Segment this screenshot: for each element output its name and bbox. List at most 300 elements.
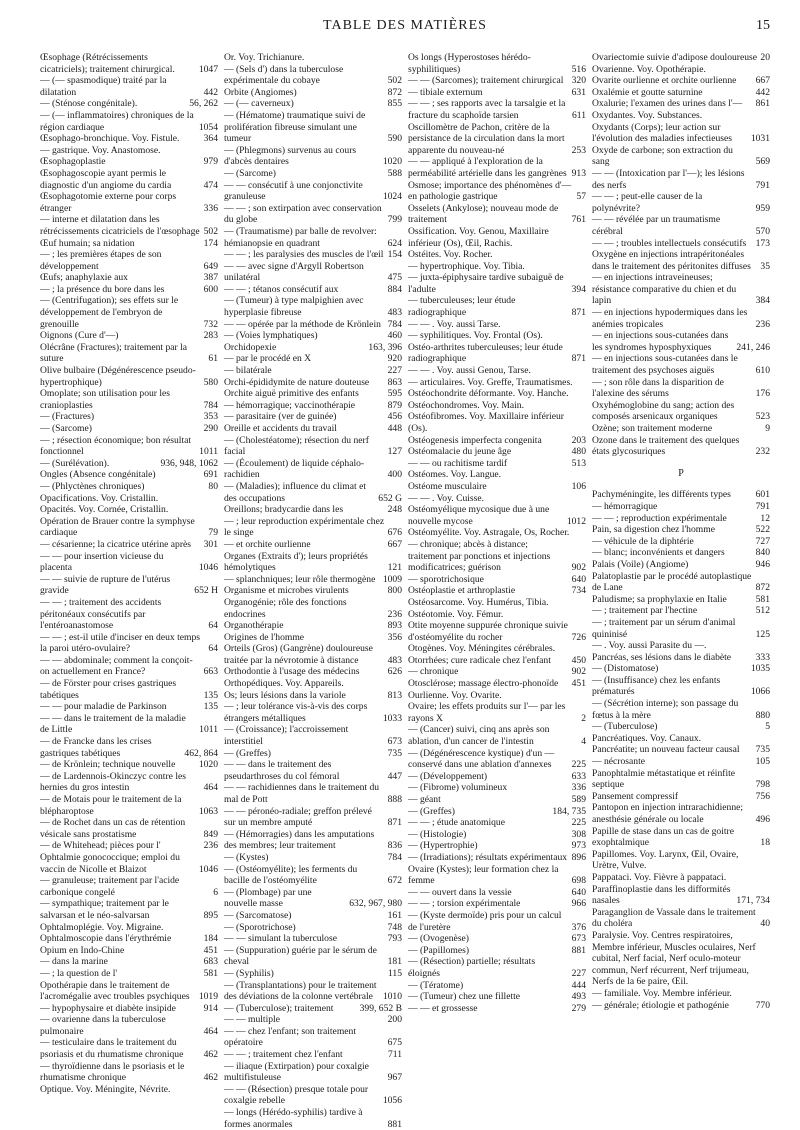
entry-pages: 105 [755, 756, 770, 768]
index-entry [40, 1084, 218, 1096]
entry-text: Ozène; son traitement moderne [592, 423, 713, 434]
index-entry [408, 748, 586, 771]
entry-text: Ongles (Absence congénitale) [40, 469, 156, 481]
index-entry [408, 643, 586, 655]
entry-text: — — ; peut-elle causer de la polynévrite? [592, 191, 703, 214]
index-entry [408, 956, 586, 979]
entry-text: — — ; tétanos consécutif aux [224, 283, 339, 295]
index-entry [40, 481, 218, 493]
index-entry [408, 458, 586, 470]
entry-pages: 444 [571, 979, 586, 991]
entry-text: — longs (Hérédo-syphilis) tardive à formes anormales [224, 1107, 363, 1130]
entry-text: — (Traumatisme) par balle de revolver: hémianopsie en quadrant [224, 225, 377, 249]
running-title: TABLE DES MATIÈRES [323, 18, 487, 33]
index-entry [224, 922, 402, 934]
entry-pages: 384 [755, 295, 770, 307]
entry-pages: 460 [387, 330, 402, 342]
index-entry [224, 110, 402, 145]
entry-pages: 483 [387, 307, 402, 319]
entry-pages: 799 [387, 214, 402, 226]
index-entry [592, 214, 770, 237]
index-entry [592, 272, 770, 307]
entry-text: — hypophysaire et diabète insipide [40, 1002, 176, 1014]
entry-text: — (Dégénérescence kystique) d'un — conservé dans une ablation d'annexes [408, 747, 555, 771]
index-entry [408, 794, 586, 806]
entry-pages: 236 [203, 840, 218, 852]
entry-pages: 748 [387, 921, 402, 933]
entry-text: — (Cholestéatome); résection du nerf facial [224, 434, 369, 458]
entry-text: Ovaire; les effets produits sur l'— par les rayons X [408, 701, 566, 724]
entry-pages: 394 [571, 283, 586, 295]
index-entry [224, 261, 402, 284]
index-entry [40, 272, 218, 284]
index-entry [408, 388, 586, 400]
index-entry [408, 678, 586, 690]
entry-pages: 161 [387, 909, 402, 921]
entry-pages: 784 [387, 851, 402, 863]
index-entry [224, 249, 402, 261]
entry-text: Ophtalmoscopie dans l'érythrémie [40, 933, 172, 945]
entry-text: Ophtalmie gonococcique; emploi du vaccin de Nicolle et Blaizot [40, 851, 180, 875]
entry-text: — — dans le traitement des pseudarthroses du col fémoral [224, 759, 340, 782]
entry-text: — ; son rôle dans la disparition de l'alexine des sérums [592, 376, 724, 400]
entry-text: — — ; troubles intellectuels consécutifs [592, 237, 747, 249]
index-entry [40, 933, 218, 945]
entry-pages: 726 [571, 631, 586, 643]
index-entry [224, 910, 402, 922]
entry-pages: 135 [203, 689, 218, 701]
index-entry [592, 733, 770, 745]
index-entry [408, 342, 586, 365]
index-entry [224, 145, 402, 168]
index-entry [408, 620, 586, 643]
entry-pages: 64 [208, 620, 218, 632]
entry-text: — — péronéo-radiale; greffon prélevé sur un membre amputé [224, 805, 372, 829]
entry-text: — (Tumeur) chez une fillette [408, 991, 521, 1003]
index-entry [224, 1061, 402, 1084]
entry-pages: 967 [387, 1072, 402, 1084]
entry-pages: 1033 [382, 712, 402, 724]
index-entry [592, 238, 770, 250]
entry-text: Œufs; anaphylaxie aux [40, 272, 128, 284]
entry-text: Osmose; importance des phénomènes d'— en pathologie gastrique [408, 179, 572, 203]
entry-pages: 462 [203, 1072, 218, 1084]
index-entry [40, 539, 218, 551]
entry-pages: 673 [387, 736, 402, 748]
entry-text: Opacifications. Voy. Cristallin. [40, 492, 159, 504]
entry-text: — (Insuffisance) chez les enfants prématurés [592, 674, 721, 698]
entry-text: Palais (Voile) (Angiome) [592, 558, 689, 570]
entry-pages: 959 [755, 202, 770, 214]
entry-text: Ostéites. Voy. Rocher. [408, 249, 493, 261]
entry-pages: 581 [203, 967, 218, 979]
entry-pages: 880 [755, 709, 770, 721]
entry-text: — dans la marine [40, 956, 108, 968]
entry-text: Pain, sa digestion chez l'homme [592, 524, 715, 536]
entry-text: Oxalémie et goutte saturnine [592, 86, 703, 98]
entry-text: Olive bulbaire (Dégénérescence pseudo-hypertrophique) [40, 365, 196, 388]
entry-text: — — . Voy. Cuisse. [408, 492, 485, 504]
entry-pages: 1010 [382, 991, 402, 1003]
index-entry [408, 574, 586, 586]
entry-text: Ovariectomie suivie d'adipose douloureuse [592, 52, 758, 63]
entry-pages: 513 [571, 457, 586, 469]
index-entry [592, 721, 770, 733]
entry-text: — (Papillomes) [408, 944, 470, 956]
entry-text: Otogènes. Voy. Méningites cérébrales. [408, 643, 556, 655]
entry-text: — (Sels d') dans la tuberculose expérimentale du cobaye [224, 63, 344, 87]
index-entry [224, 226, 402, 249]
index-entry [224, 52, 402, 64]
entry-text: — (Sarcome) [224, 167, 276, 179]
entry-text: — en injections intraveineuses; résistance comparative du chien et du lapin [592, 272, 737, 307]
index-entry [224, 701, 402, 724]
index-entry [408, 87, 586, 99]
entry-text: — — ; son extirpation avec conservation du globe [224, 202, 382, 226]
index-entry [224, 319, 402, 331]
entry-text: Omoplate; son utilisation pour les cranioplasties [40, 388, 171, 411]
entry-text: Oxalurie; l'examen des urines dans l'— [592, 98, 743, 110]
entry-text: — (Tuberculose); traitement [224, 1002, 334, 1014]
index-entry [408, 98, 586, 121]
entry-text: — de Krönlein; technique nouvelle [40, 759, 176, 771]
index-entry [408, 597, 586, 609]
entry-text: — de Francke dans les crises gastriques tabétiques [40, 736, 152, 759]
page-number: 15 [756, 18, 770, 33]
entry-text: — — simulant la tuberculose [224, 933, 337, 945]
entry-pages: 881 [571, 944, 586, 956]
entry-text: — en injections sous-cutanées dans les syndromes hyposphyxiques [592, 330, 729, 353]
index-entry [408, 701, 586, 724]
entry-pages: 840 [755, 547, 770, 559]
index-entry [224, 678, 402, 690]
entry-text: — (Histologie) [408, 828, 467, 840]
entry-text: — (Tuberculose) [592, 721, 658, 733]
entry-text: Paralysie. Voy. Centres respiratoires, Membre inférieur, Muscles oculaires, Nerf cubital, Nerf facial, Nerf oculo-moteur commun, Nerf récurrent, Nerf trijumeau, Nerfs de la 6e paire, Œil. [592, 929, 756, 988]
entry-text: Ostéotomie. Voy. Fémur. [408, 608, 504, 620]
entry-pages: 902 [571, 666, 586, 678]
index-entry [408, 817, 586, 829]
index-entry [224, 666, 402, 678]
index-entry [408, 690, 586, 702]
entry-pages: 1046 [198, 863, 218, 875]
entry-pages: 966 [571, 898, 586, 910]
entry-pages: 200 [387, 1014, 402, 1026]
index-entry [40, 469, 218, 481]
index-entry [592, 1000, 770, 1012]
entry-text: Pancréatite; un nouveau facteur causal [592, 744, 740, 756]
entry-text: Osselets (Ankylose); nouveau mode de traitement [408, 202, 559, 226]
index-entry [224, 64, 402, 87]
entry-text: — en injections sous-cutanées dans le traitement des psychoses aiguës [592, 353, 738, 377]
entry-pages: 236 [755, 318, 770, 330]
index-entry [592, 791, 770, 803]
entry-pages: 12 [760, 512, 770, 524]
entry-pages: 290 [203, 423, 218, 434]
entry-text: — véhicule de la diphtérie [592, 535, 694, 547]
index-entry [592, 605, 770, 617]
index-entry [592, 698, 770, 721]
entry-pages: 626 [387, 666, 402, 678]
index-entry [40, 75, 218, 98]
index-column-1 [40, 52, 218, 1095]
entry-text: Œsophago-bronchique. Voy. Fistule. [40, 133, 180, 145]
entry-pages: 663 [203, 666, 218, 678]
index-entry [592, 489, 770, 501]
entry-text: Ostéomes. Voy. Langue. [408, 469, 502, 481]
index-entry [224, 98, 402, 110]
entry-pages: 855 [387, 98, 402, 110]
entry-text: Os; leurs lésions dans la variole [224, 689, 346, 701]
entry-pages: 580 [203, 376, 218, 388]
entry-text: Opération de Brauer contre la symphyse cardiaque [40, 515, 195, 539]
entry-pages: 871 [387, 817, 402, 829]
index-entry [40, 817, 218, 840]
entry-text: — sporotrichosique [408, 573, 484, 585]
index-entry [224, 806, 402, 829]
entry-pages: 734 [571, 585, 586, 597]
entry-text: — (Écoulement) de liquide céphalo-rachidien [224, 457, 365, 481]
entry-text: Organes (Extraits d'); leurs propriétés hémolytiques [224, 550, 368, 574]
entry-pages: 1066 [750, 686, 770, 698]
index-entry [40, 852, 218, 875]
entry-pages: 523 [755, 411, 770, 423]
index-entry [40, 249, 218, 272]
entry-text: Ostéochondrite déformante. Voy. Hanche. [408, 388, 569, 400]
index-entry [224, 435, 402, 458]
index-entry [592, 98, 770, 110]
entry-text: Opacités. Voy. Cornée, Cristallin. [40, 504, 169, 516]
index-entry [592, 652, 770, 664]
index-entry [40, 922, 218, 934]
entry-pages: 879 [387, 399, 402, 411]
entry-text: — sympathique; traitement par le salvarsan et le néo-salvarsan [40, 898, 169, 921]
entry-text: — iliaque (Extirpation) pour coxalgie multifistuleuse [224, 1060, 369, 1084]
index-entry [592, 75, 770, 87]
index-entry [408, 365, 586, 377]
entry-pages: 863 [387, 376, 402, 388]
entry-pages: 884 [387, 283, 402, 295]
entry-text: — — ; ses rapports avec la tarsalgie et la fracture du scaphoïde tarsien [408, 98, 566, 121]
index-entry [408, 226, 586, 249]
entry-pages: 1019 [198, 991, 218, 1003]
index-entry [224, 180, 402, 203]
entry-pages: 236 [387, 608, 402, 620]
index-entry [224, 168, 402, 180]
entry-text: Ostéofibromes. Voy. Maxillaire inférieur (Os). [408, 411, 564, 434]
entry-pages: 1047 [198, 63, 218, 75]
index-entry [592, 87, 770, 99]
index-entry [592, 353, 770, 376]
entry-text: — tibiale externum [408, 86, 483, 98]
entry-pages: 1054 [198, 121, 218, 133]
entry-text: Optique. Voy. Méningite, Névrite. [40, 1083, 171, 1095]
entry-text: — en injections hypodermiques dans les anémies tropicales [592, 307, 748, 330]
index-entry [408, 446, 586, 458]
entry-pages: 387 [203, 272, 218, 284]
entry-pages: 512 [755, 605, 770, 617]
index-entry [40, 1061, 218, 1084]
entry-pages: 673 [571, 933, 586, 945]
index-entry [408, 910, 586, 933]
index-entry [592, 400, 770, 423]
entry-pages: 450 [571, 654, 586, 666]
entry-pages: 791 [755, 500, 770, 512]
index-entry [224, 481, 402, 504]
section-letter: P [678, 467, 684, 479]
index-entry [592, 675, 770, 698]
index-entry [408, 852, 586, 864]
entry-pages: 502 [203, 225, 218, 237]
entry-text: — (Greffes) [224, 747, 271, 759]
entry-text: — — révélée par un traumatisme cérébral [592, 214, 721, 237]
entry-text: Pachyméningite, les différents types [592, 489, 731, 501]
index-entry [592, 52, 770, 64]
entry-text: — — opérée par la méthode de Krönlein [224, 318, 381, 330]
index-entry [40, 516, 218, 539]
entry-text: — (Phlegmons) survenus au cours d'abcès dentaires [224, 144, 357, 168]
entry-text: — ; la question de l' [40, 967, 118, 979]
entry-text: — interne et dilatation dans les rétrécissements cicatriciels de l'œsophage [40, 214, 200, 237]
index-entry [224, 295, 402, 318]
index-entry [224, 400, 402, 412]
entry-pages: 649 [203, 260, 218, 272]
entry-text: Ophtalmoplégie. Voy. Migraine. [40, 921, 164, 933]
entry-text: Oscillomètre de Pachon, critère de la persistance de la circulation dans la mort apparente du nouveau-né [408, 121, 565, 156]
entry-pages: 896 [571, 851, 586, 863]
entry-text: Paraganglion de Vassale dans le traitement du choléra [592, 906, 756, 930]
entry-pages: 871 [571, 353, 586, 365]
entry-pages: 516 [571, 63, 586, 75]
entry-text: — — . Voy. aussi Tarse. [408, 318, 501, 330]
entry-pages: 442 [203, 86, 218, 98]
index-entry [224, 504, 402, 516]
index-entry [40, 330, 218, 342]
entry-pages: 711 [387, 1049, 402, 1061]
index-entry [224, 585, 402, 597]
index-entry [592, 988, 770, 1000]
entry-text: Oxyde de carbone; son extraction du sang [592, 144, 733, 168]
entry-text: — (Suppuration) guérie par le sérum de cheval [224, 944, 377, 968]
entry-text: — par le procédé en X [224, 353, 312, 365]
entry-text: — parasitaire (ver de guinée) [224, 411, 337, 423]
entry-pages: 600 [203, 283, 218, 295]
index-entry [40, 875, 218, 898]
index-entry [40, 840, 218, 852]
entry-text: — tuberculeuses; leur étude radiographique [408, 295, 516, 319]
index-entry [40, 458, 218, 470]
entry-text: Orthodontie à l'usage des médecins [224, 666, 360, 678]
index-entry [224, 933, 402, 945]
entry-pages: 1020 [198, 759, 218, 771]
index-entry [224, 829, 402, 852]
index-entry [408, 585, 586, 597]
entry-text: — (Sporotrichose) [224, 921, 296, 933]
entry-text: — chronique; abcès à distance; traitement par ponctions et injections modificatrices; guérison [408, 538, 551, 574]
index-entry [408, 840, 586, 852]
entry-text: — — dans le traitement de la maladie de Little [40, 712, 186, 736]
entry-text: Oxydantes. Voy. Substances. [592, 109, 703, 121]
index-entry [224, 782, 402, 805]
entry-text: Œuf humain; sa nidation [40, 237, 135, 249]
index-entry [40, 238, 218, 250]
entry-text: Ostéoplastie et arthroplastie [408, 585, 516, 597]
entry-pages: 836 [387, 840, 402, 852]
entry-text: — (Hémorragies) dans les amputations des membres; leur traitement [224, 828, 375, 852]
entry-text: — (Sténose congénitale). [40, 98, 138, 110]
index-entry [592, 826, 770, 849]
index-entry [224, 748, 402, 760]
index-entry [40, 411, 218, 423]
entry-text: Otosclérose; massage électro-phonoïde [408, 678, 559, 690]
entry-text: — (Voies lymphatiques) [224, 330, 318, 342]
entry-text: Orthopédiques. Voy. Appareils. [224, 678, 344, 690]
entry-pages: 872 [755, 582, 770, 594]
entry-pages: 756 [755, 790, 770, 802]
entry-pages: 632, 967, 980 [349, 898, 402, 910]
index-entry [408, 655, 586, 667]
entry-text: — (— caverneux) [224, 98, 294, 110]
index-entry [224, 759, 402, 782]
entry-pages: 727 [755, 535, 770, 547]
index-entry [40, 771, 218, 794]
entry-pages: 301 [203, 538, 218, 550]
entry-text: Ostéomyélite. Voy. Astragale, Os, Rocher. [408, 527, 570, 539]
index-entry [224, 365, 402, 377]
index-entry [224, 388, 402, 400]
index-entry [224, 1084, 402, 1107]
entry-text: Oreille et accidents du travail [224, 423, 337, 434]
entry-text: — (Fibrome) volumineux [408, 782, 508, 794]
index-entry [408, 249, 586, 261]
entry-text: — — rachidiennes dans le traitement du mal de Pott [224, 782, 380, 805]
entry-text: — blanc; inconvénients et dangers [592, 547, 725, 559]
entry-text: Ossification. Voy. Genou, Maxillaire inférieur (Os), Œil, Rachis. [408, 225, 549, 249]
index-entry [224, 574, 402, 586]
index-entry [592, 110, 770, 122]
entry-text: — (Ostéomyélite); les ferments du bacille de l'ostéomyélite [224, 863, 358, 887]
entry-pages: 871 [571, 307, 586, 319]
index-entry [592, 191, 770, 214]
entry-text: — — consécutif à une conjonctivite granuleuse [224, 179, 363, 203]
entry-pages: 813 [387, 689, 402, 701]
entry-text: Otorrhées; cure radicale chez l'enfant [408, 654, 551, 666]
entry-pages: 336 [203, 202, 218, 214]
index-entry [592, 802, 770, 825]
index-entry [408, 330, 586, 342]
index-entry [592, 571, 770, 594]
index-entry [408, 980, 586, 992]
index-entry [592, 756, 770, 768]
entry-text: — splanchniques; leur rôle thermogène [224, 573, 376, 585]
entry-text: — (Kystes) [224, 851, 269, 863]
index-entry [40, 214, 218, 237]
entry-text: — — ; reproduction expérimentale [592, 512, 727, 524]
entry-pages: 691 [203, 469, 218, 481]
entry-text: Œsophagoscopie ayant permis le diagnostic d'un angiome du cardia [40, 167, 172, 191]
entry-pages: 979 [203, 156, 218, 168]
entry-text: — syphilitiques. Voy. Frontal (Os). [408, 330, 543, 342]
entry-text: — — (Intoxication par l'—); les lésions des nerfs [592, 167, 745, 191]
entry-pages: 399, 652 B [359, 1002, 402, 1014]
index-entry [224, 423, 402, 435]
index-entry [224, 945, 402, 968]
entry-text: — — ; les paralysies des muscles de l'œil [224, 249, 384, 261]
index-entry [408, 898, 586, 910]
entry-pages: 174 [203, 237, 218, 249]
entry-text: — — (Résection) presque totale pour coxalgie rebelle [224, 1083, 369, 1107]
index-entry [224, 458, 402, 481]
